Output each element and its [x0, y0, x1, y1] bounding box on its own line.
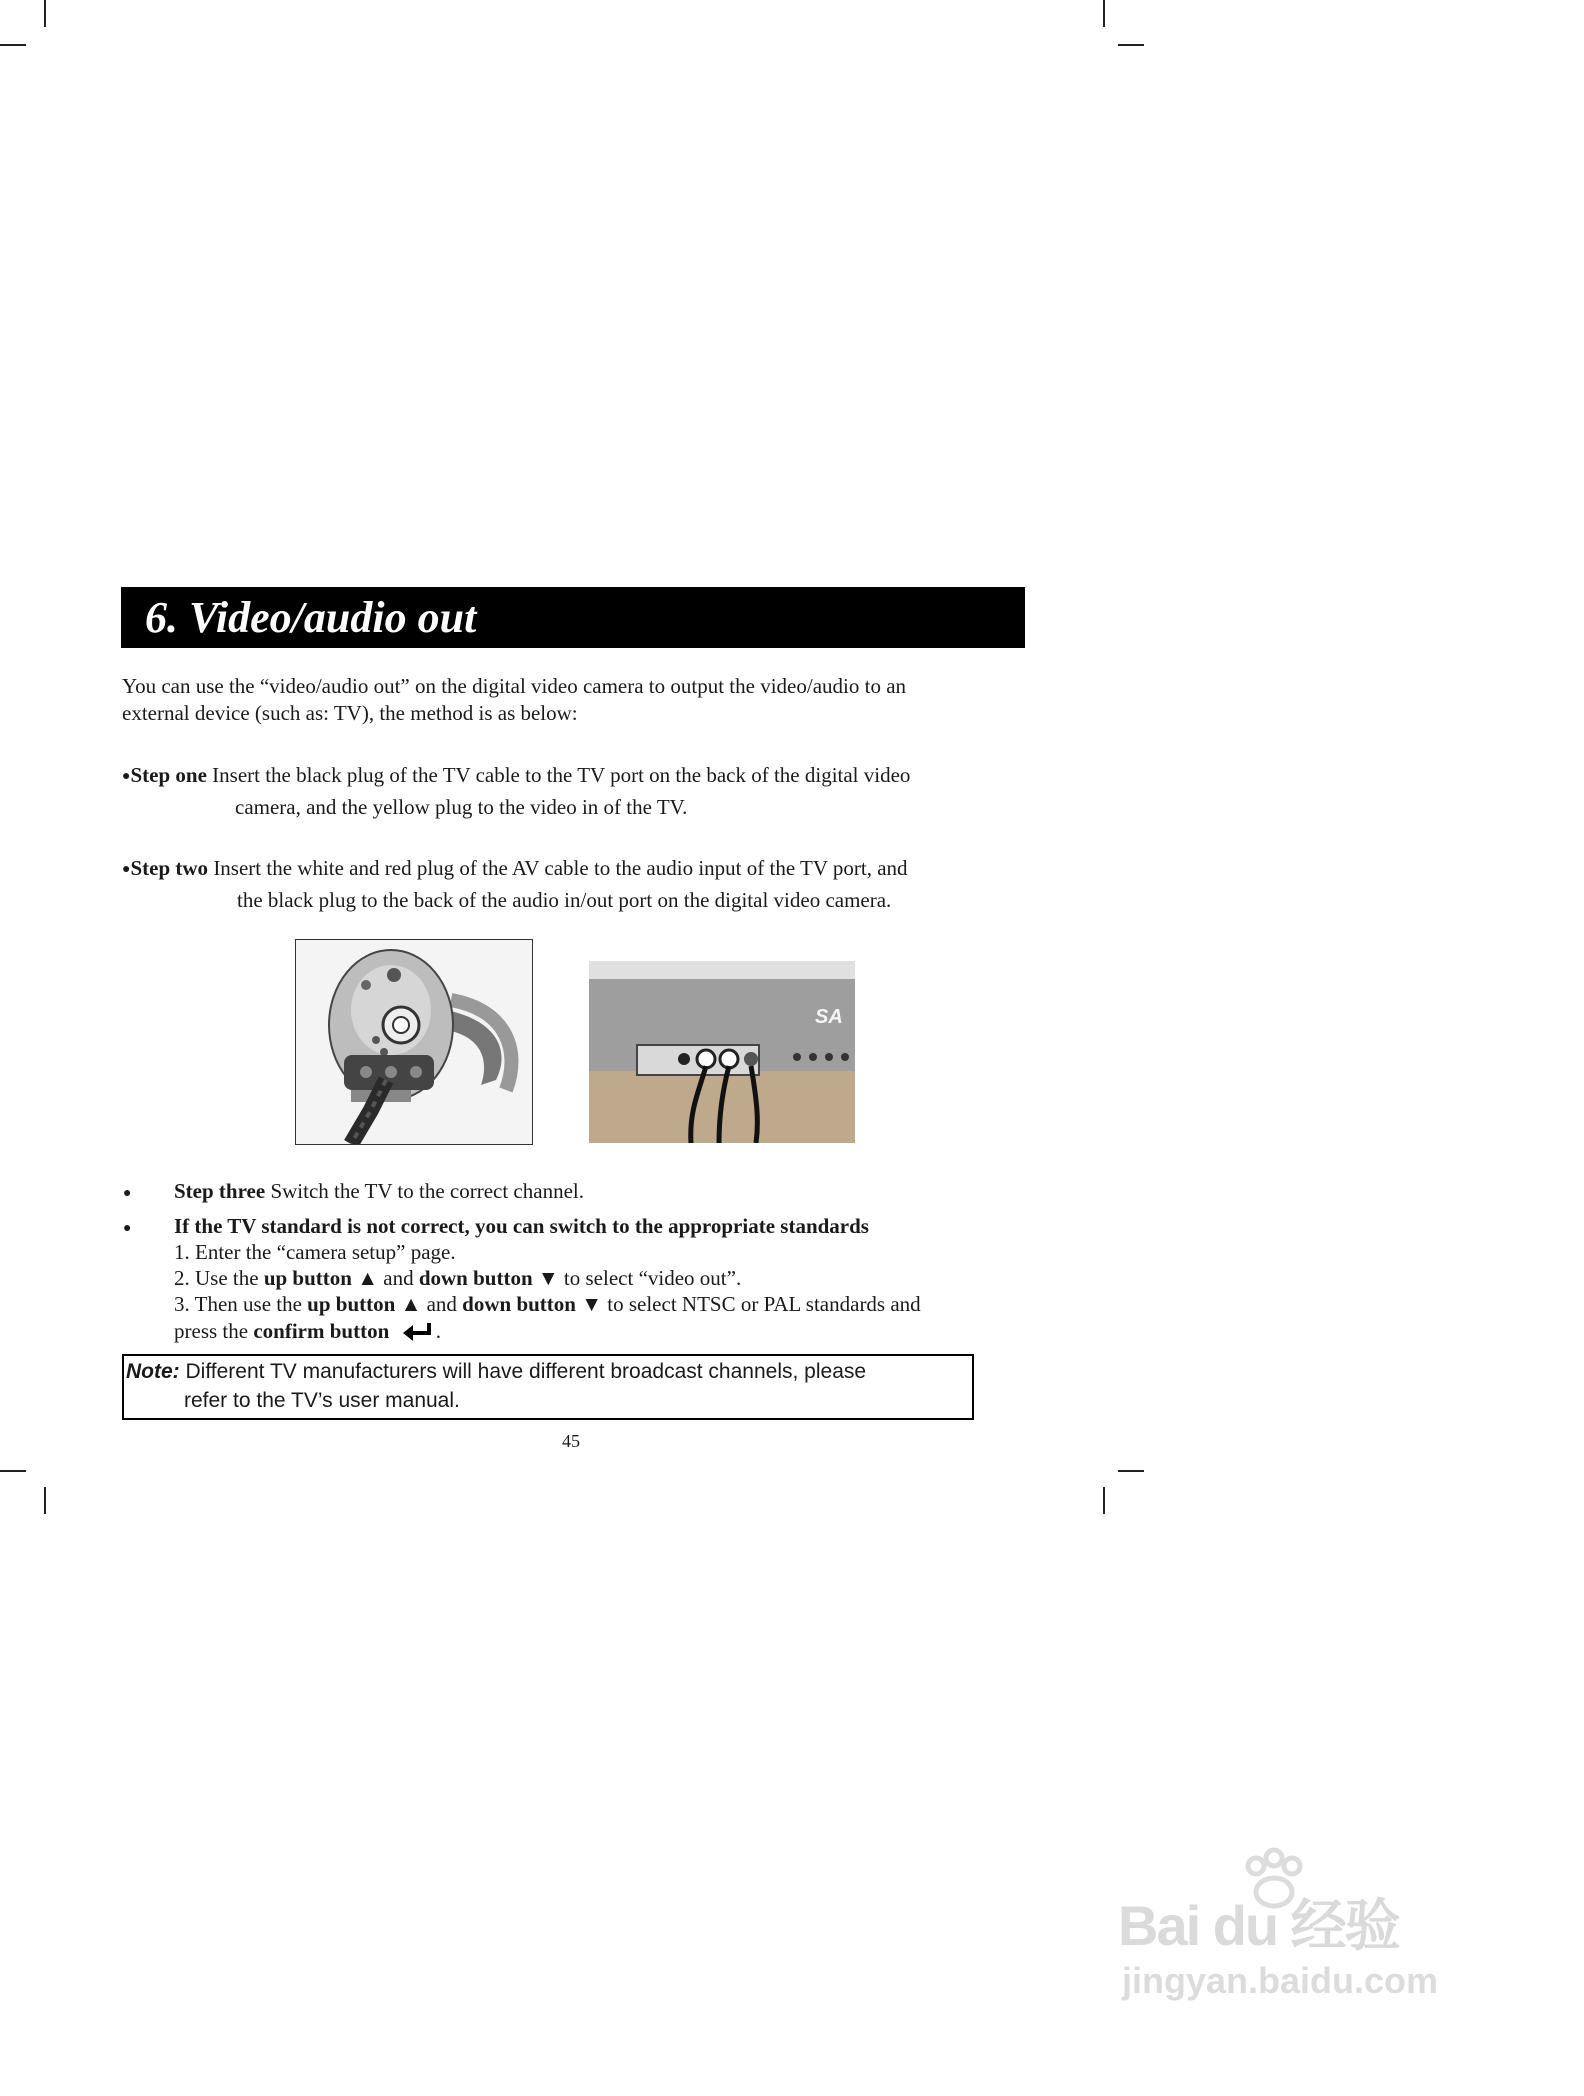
text: press the — [174, 1319, 254, 1343]
step-three-text: Switch the TV to the correct channel. — [265, 1179, 584, 1203]
enter-icon — [401, 1321, 435, 1341]
note-text: Different TV manufacturers will have different broadcast channels, please — [179, 1360, 867, 1383]
text: ▼ to select “video out”. — [532, 1266, 742, 1290]
up-button-label: up button — [307, 1292, 396, 1316]
note-line-2: refer to the TV’s user manual. — [184, 1389, 460, 1412]
note-line-1 — [126, 1358, 866, 1386]
camera-av-port-photo — [295, 939, 533, 1145]
text: ▼ to select NTSC or PAL standards and — [575, 1292, 921, 1316]
crop-mark — [0, 1470, 26, 1472]
tv-illustration — [589, 961, 855, 1143]
crop-mark — [1103, 0, 1105, 27]
tv-av-input-photo — [589, 961, 855, 1143]
note-label: Note: — [126, 1360, 180, 1383]
down-button-label: down button — [418, 1266, 533, 1290]
crop-mark — [44, 1487, 46, 1514]
step-one-line-2: camera, and the yellow plug to the video in of the TV. — [235, 795, 688, 819]
section-heading: 6. Video/audio out — [145, 593, 477, 642]
step-one-label: Step one — [130, 763, 207, 787]
text: . — [430, 1319, 441, 1343]
step-two-text: Insert the white and red plug of the AV cable to the audio input of the TV port, and — [208, 856, 908, 880]
confirm-button-label: confirm button — [253, 1319, 390, 1343]
text: 2. Use the — [174, 1266, 264, 1290]
section-heading-bar — [121, 587, 1025, 648]
step-one-line-1 — [122, 762, 910, 790]
intro-line-2: external device (such as: TV), the method is as below: — [122, 701, 578, 725]
text: ▲ and — [395, 1292, 463, 1316]
bullet: ● — [123, 1221, 132, 1236]
crop-mark — [1118, 1470, 1144, 1472]
crop-mark — [1103, 1487, 1105, 1514]
standards-line-3 — [174, 1291, 921, 1318]
page-number: 45 — [562, 1431, 580, 1451]
bullet: ● — [122, 769, 131, 784]
step-three-label: Step three — [174, 1179, 266, 1203]
baidu-watermark-logo: Bai du 经验 — [1118, 1894, 1399, 1957]
step-two-label: Step two — [130, 856, 209, 880]
intro-line-1: You can use the “video/audio out” on the digital video camera to output the video/audio to an — [122, 674, 907, 698]
tv-brand-text: SA — [815, 1006, 843, 1028]
crop-mark — [0, 44, 26, 46]
paw-icon — [1238, 1846, 1308, 1916]
standards-line-4 — [174, 1318, 441, 1345]
crop-mark — [1118, 44, 1144, 46]
step-two-line-2: the black plug to the back of the audio in/out port on the digital video camera. — [237, 888, 892, 912]
camera-illustration — [296, 940, 532, 1144]
text: 3. Then use the — [174, 1292, 308, 1316]
up-button-label: up button — [263, 1266, 352, 1290]
crop-mark — [44, 0, 46, 27]
down-button-label: down button — [462, 1292, 576, 1316]
step-two-line-1 — [122, 855, 908, 883]
standards-title: If the TV standard is not correct, you can switch to the appropriate standards — [174, 1214, 869, 1238]
bullet: ● — [123, 1186, 132, 1201]
standards-line-2 — [174, 1265, 741, 1292]
standards-line-1: 1. Enter the “camera setup” page. — [174, 1240, 456, 1264]
text: ▲ and — [351, 1266, 419, 1290]
step-one-text: Insert the black plug of the TV cable to the TV port on the back of the digital video — [206, 763, 911, 787]
baidu-watermark-url: jingyan.baidu.com — [1122, 1960, 1439, 2001]
bullet: ● — [122, 862, 131, 877]
note-box — [122, 1354, 974, 1420]
step-three-line — [174, 1178, 584, 1205]
